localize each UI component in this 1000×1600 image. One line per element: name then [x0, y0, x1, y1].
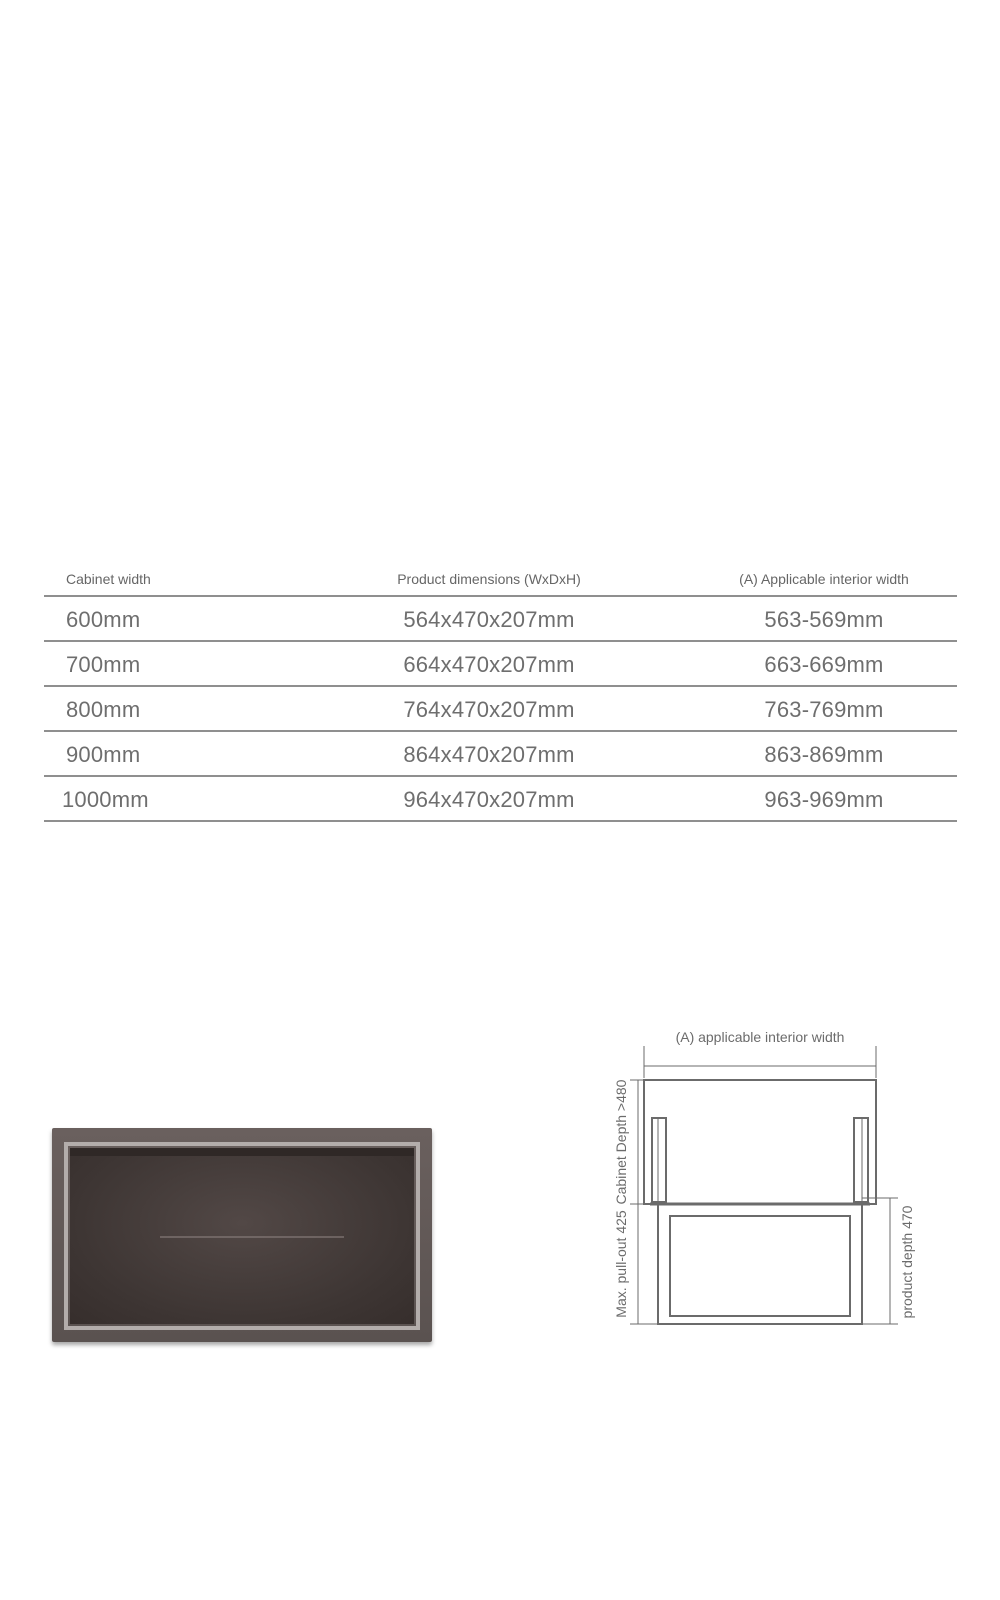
- cell-cabinet-width: 800mm: [66, 697, 141, 722]
- header-interior-width: (A) Applicable interior width: [739, 571, 909, 587]
- cell-product-dimensions: 864x470x207mm: [403, 742, 575, 767]
- label-max-pullout: Max. pull-out 425: [613, 1210, 629, 1318]
- cell-cabinet-width: 1000mm: [62, 787, 149, 812]
- label-product-depth: product depth 470: [899, 1205, 915, 1319]
- cell-product-dimensions: 964x470x207mm: [403, 787, 575, 812]
- drawer-product-image: [52, 1128, 432, 1342]
- cell-interior-width: 763-769mm: [764, 697, 884, 722]
- header-cabinet-width: Cabinet width: [66, 571, 151, 587]
- cell-cabinet-width: 700mm: [66, 652, 141, 677]
- cell-product-dimensions: 664x470x207mm: [403, 652, 575, 677]
- table-row: [44, 777, 957, 822]
- table-row: [44, 597, 957, 642]
- header-product-dimensions: Product dimensions (WxDxH): [397, 571, 581, 587]
- cell-product-dimensions: 564x470x207mm: [403, 607, 575, 632]
- cell-interior-width: 563-569mm: [764, 607, 884, 632]
- drawer-frame: [64, 1142, 420, 1330]
- dimension-diagram-svg: [594, 1028, 934, 1348]
- dimension-diagram: [594, 1028, 934, 1348]
- drawer-interior: [70, 1148, 414, 1324]
- table-header: [44, 555, 957, 597]
- cell-interior-width: 663-669mm: [764, 652, 884, 677]
- table-row: [44, 732, 957, 777]
- label-cabinet-depth: Cabinet Depth >480: [613, 1079, 629, 1205]
- cell-cabinet-width: 900mm: [66, 742, 141, 767]
- cell-cabinet-width: 600mm: [66, 607, 141, 632]
- cell-interior-width: 863-869mm: [764, 742, 884, 767]
- drawer-reflection-line: [160, 1236, 344, 1238]
- cell-product-dimensions: 764x470x207mm: [403, 697, 575, 722]
- table-row: [44, 687, 957, 732]
- table-row: [44, 642, 957, 687]
- label-applicable-width: (A) applicable interior width: [675, 1029, 845, 1045]
- spec-table: [44, 555, 957, 822]
- cell-interior-width: 963-969mm: [764, 787, 884, 812]
